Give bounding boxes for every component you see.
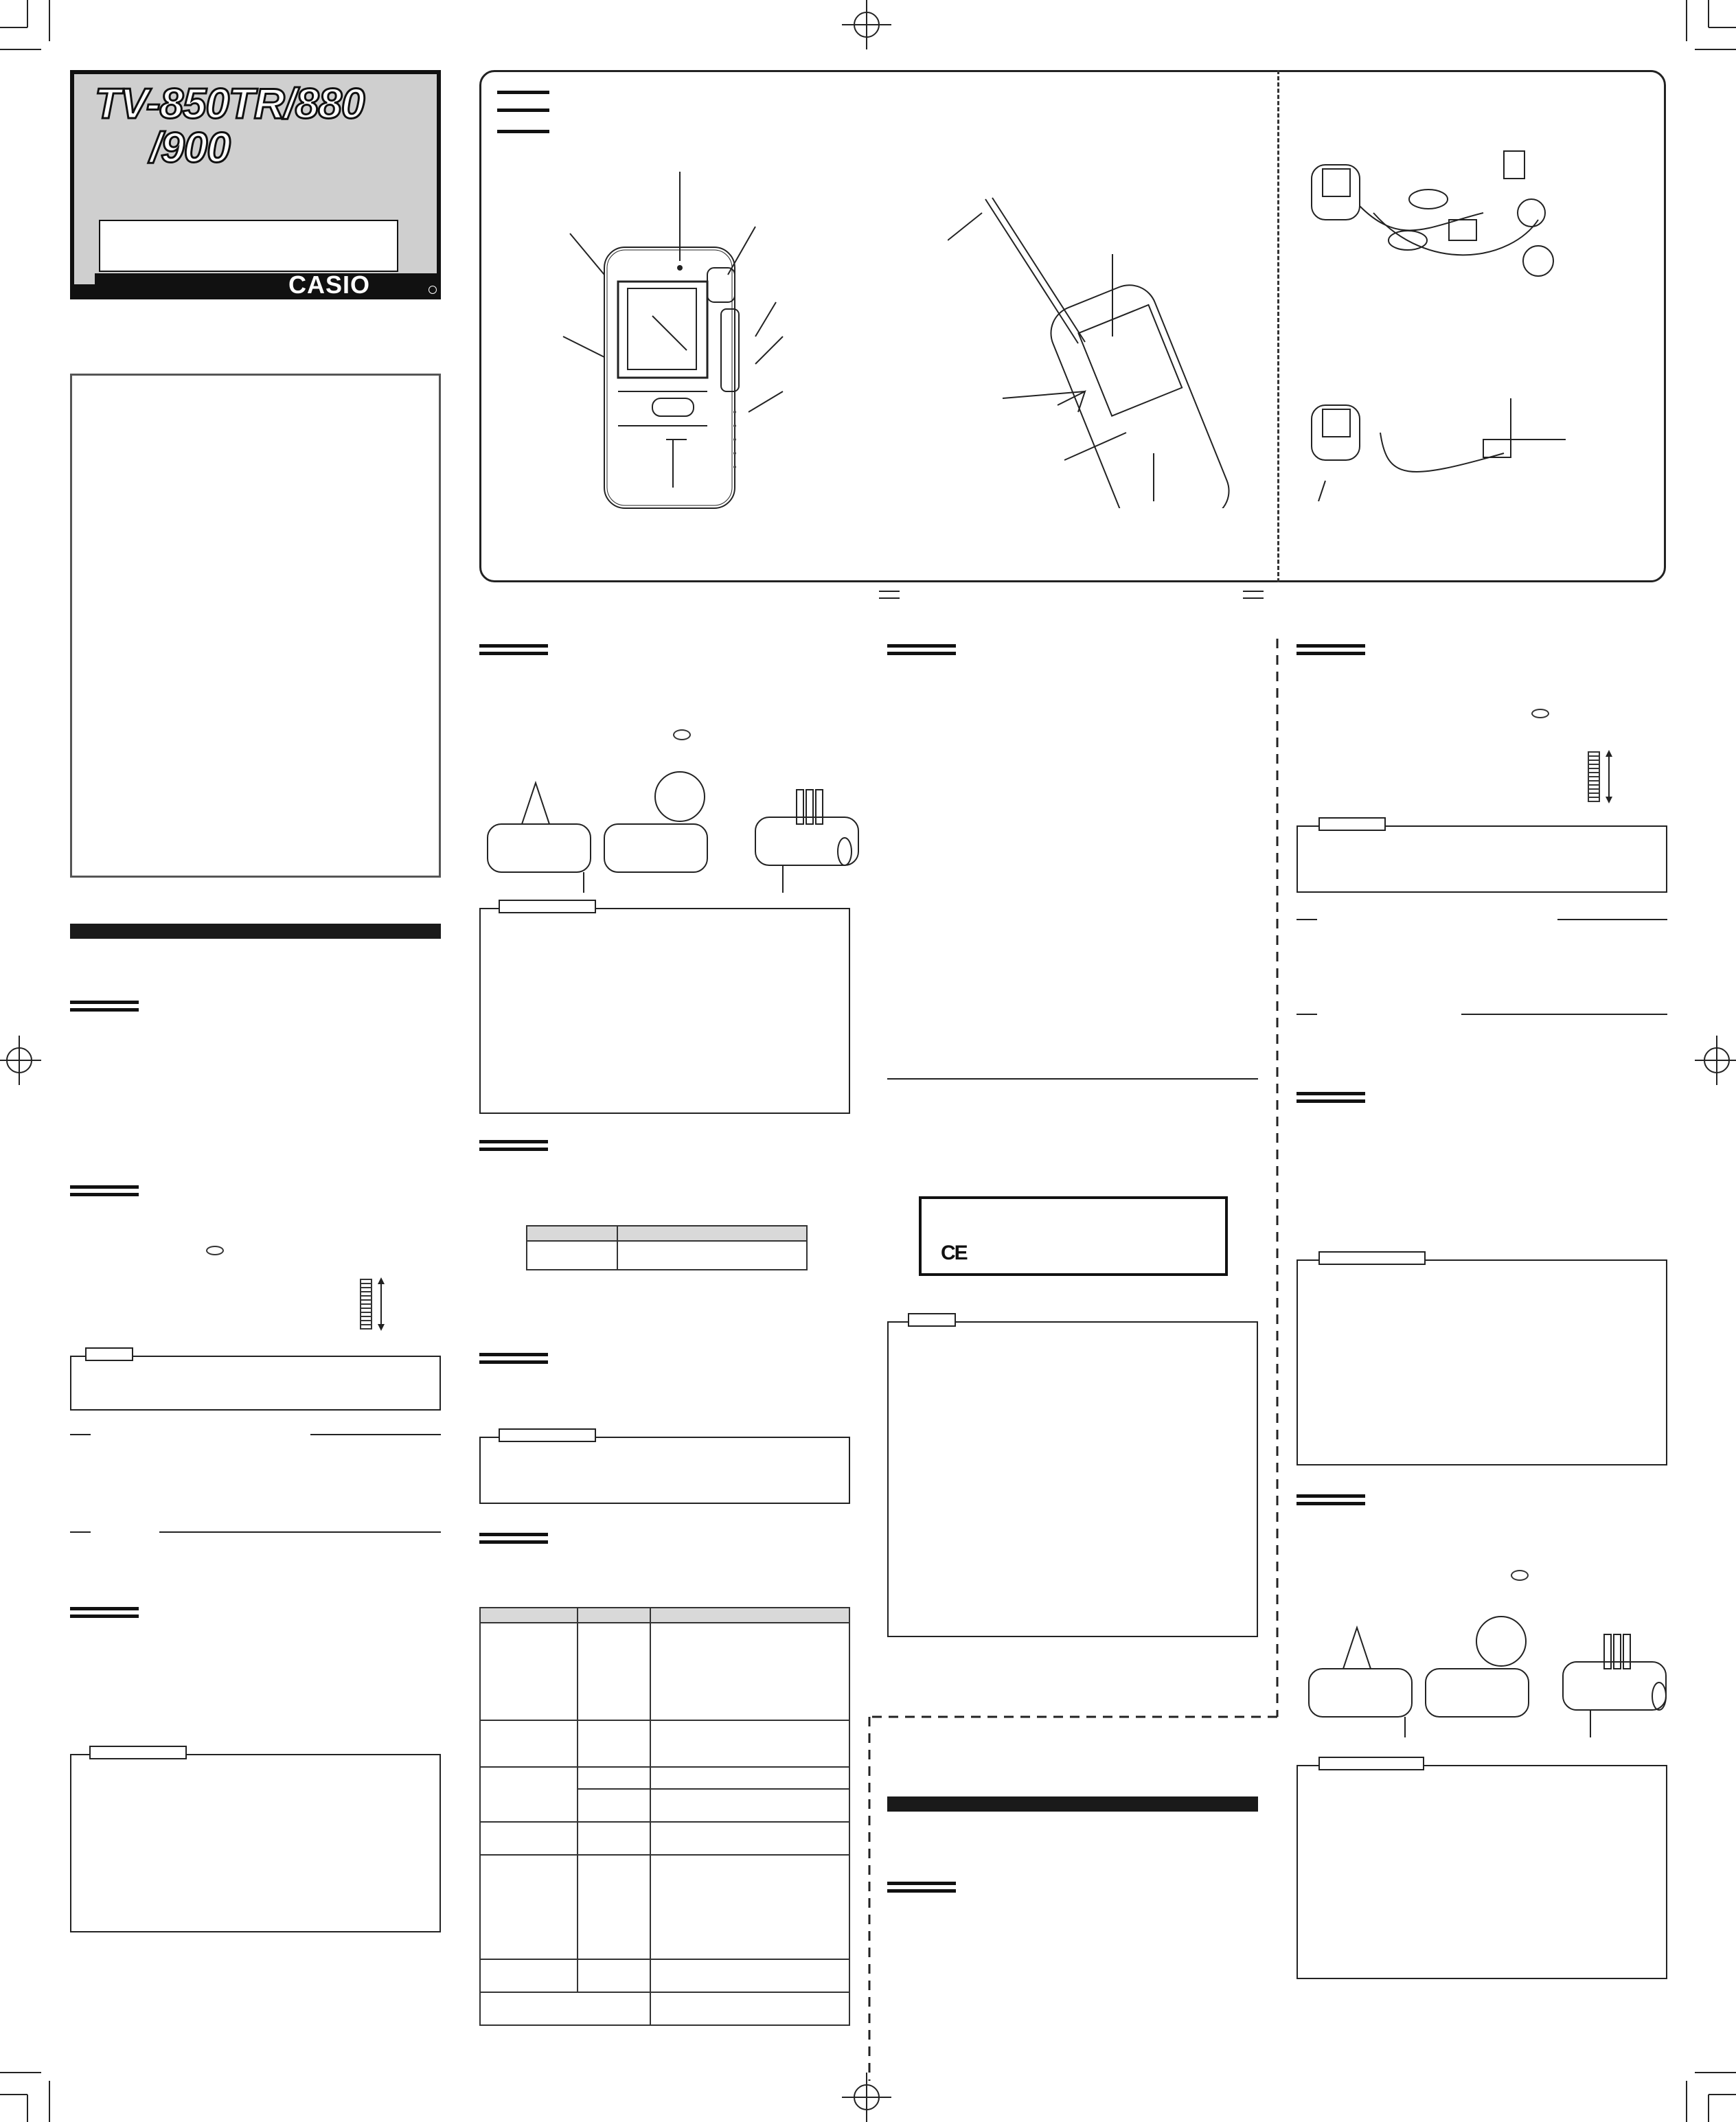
section-bar-left — [70, 924, 441, 939]
troubleshooting-table — [479, 1607, 850, 2026]
heading-marker — [70, 1185, 139, 1196]
casio-logo: CASIO — [288, 271, 371, 299]
page-marker — [1243, 591, 1264, 592]
earphone-connection-illustration — [1305, 398, 1579, 501]
caution-tab — [1318, 1757, 1424, 1770]
model-title — [95, 82, 424, 170]
panel-divider-dashed — [1277, 70, 1279, 582]
caution-box — [1297, 1259, 1667, 1465]
page-marker — [1243, 597, 1264, 599]
caution-box — [70, 1754, 441, 1932]
heading-marker — [1297, 1494, 1365, 1505]
note-tab — [1318, 817, 1386, 831]
ce-mark: CE — [941, 1242, 967, 1264]
caution-tab — [499, 900, 596, 913]
registered-mark — [429, 286, 437, 294]
heading-marker — [70, 1607, 139, 1618]
divider-long — [1461, 1014, 1667, 1015]
heading-marker — [479, 1533, 548, 1544]
ac-adaptor-illustration — [1305, 137, 1579, 288]
heading-marker — [479, 644, 548, 655]
cover-bottom-band — [95, 273, 437, 295]
heading-marker — [479, 1140, 548, 1151]
battery-pole-icon — [1531, 709, 1549, 718]
battery-install-illustration — [481, 755, 865, 893]
page-marker — [879, 597, 900, 599]
divider-short — [1297, 919, 1317, 920]
heading-marker — [1297, 644, 1365, 655]
page-marker — [879, 591, 900, 592]
volume-dial-icon — [1588, 751, 1600, 802]
model-line-1: TV-850TR/880 — [95, 80, 365, 128]
divider-long — [159, 1531, 441, 1533]
caution-box — [1297, 1765, 1667, 1979]
general-guide-heading — [497, 91, 549, 133]
volume-dial-icon — [360, 1279, 372, 1330]
battery-install-illustration — [1302, 1600, 1673, 1737]
caution-box — [479, 1437, 850, 1504]
heading-marker — [479, 1353, 548, 1364]
caution-box — [479, 908, 850, 1114]
battery-pole-icon — [673, 729, 691, 740]
heading-marker — [887, 1882, 956, 1893]
caution-tab — [1318, 1251, 1426, 1265]
battery-pole-icon — [206, 1246, 224, 1255]
model-line-2: /900 — [150, 124, 230, 172]
cover-panel — [70, 70, 441, 299]
tv-front-illustration — [549, 165, 797, 522]
battery-pole-icon — [1511, 1570, 1529, 1581]
contents-frame — [70, 374, 441, 878]
section-bar-middle — [887, 1796, 1258, 1812]
note-box — [70, 1356, 441, 1411]
caution-tab — [499, 1428, 596, 1442]
note-box — [1297, 825, 1667, 893]
heading-marker — [70, 1001, 139, 1012]
caution-tab — [89, 1746, 187, 1759]
volume-arrow-icon — [1604, 750, 1614, 803]
divider-long — [310, 1434, 441, 1435]
cover-white-label — [99, 220, 398, 272]
divider-long — [1557, 919, 1667, 920]
volume-arrow-icon — [376, 1277, 386, 1331]
heading-marker — [1297, 1092, 1365, 1103]
tv-antenna-illustration — [948, 192, 1277, 508]
note-tab — [85, 1347, 133, 1361]
cut-line — [858, 639, 1284, 2081]
cover-left-strip — [74, 214, 95, 284]
small-table — [526, 1225, 808, 1270]
divider-short — [70, 1531, 91, 1533]
divider-short — [70, 1434, 91, 1435]
divider-short — [1297, 1014, 1317, 1015]
